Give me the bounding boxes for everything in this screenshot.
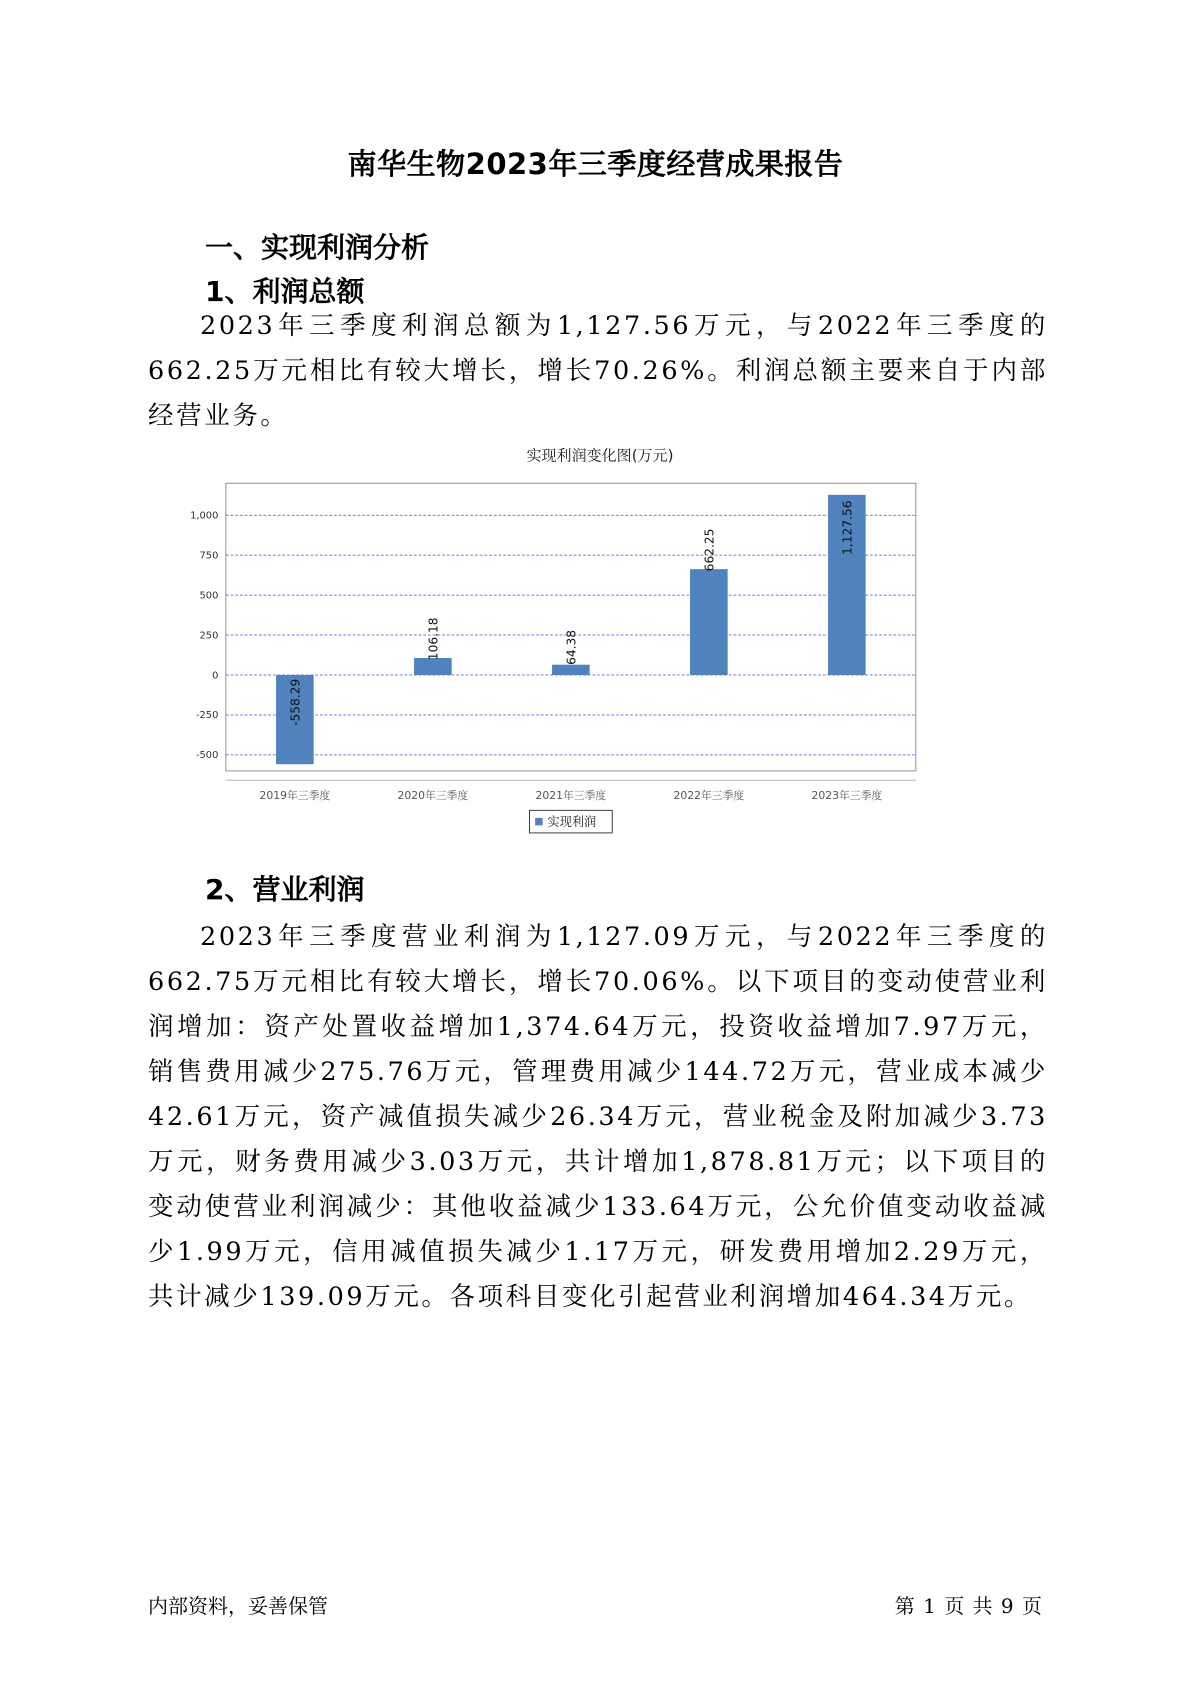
x-tick-label: 2020年三季度: [397, 789, 469, 803]
paragraph-total-profit: 2023年三季度利润总额为1,127.56万元，与2022年三季度的662.25万元相比有较大增长，增长70.26%。利润总额主要来自于内部经营业务。: [148, 311, 1048, 431]
bar: [552, 665, 590, 675]
x-tick-label: 2019年三季度: [259, 789, 331, 803]
document-title: 南华生物2023年三季度经营成果报告: [347, 147, 844, 181]
x-tick-label: 2022年三季度: [673, 789, 745, 803]
footer-page-number: 第 1 页 共 9 页: [894, 1594, 1043, 1618]
chart-title: 实现利润变化图(万元): [526, 446, 674, 465]
paragraph-operating-profit: 2023年三季度营业利润为1,127.09万元，与2022年三季度的662.75万元相比有较大增长，增长70.06%。以下项目的变动使营业利润增加：资产处置收益增加1,374.64万元，投资收益增加7.97万元，销售费用减少275.76万元，管理费用减少144.72万元，营业成本减少42.61万元，资产减值损失减少26.34万元，营业税金及附加减少3.73万元，财务费用减少3.03万元，共计增加1,878.81万元；以下项目的变动使营业利润减少：其他收益减少133.64万元，公允价值变动收益减少1.99万元，信用减值损失减少1.17万元，研发费用增加2.29万元，共计减少139.09万元。各项科目变化引起营业利润增加464.34万元。: [148, 922, 1048, 1312]
y-tick-label: 1,000: [190, 510, 219, 522]
profit-bar-chart: [160, 440, 1040, 910]
legend-label: 实现利润: [547, 814, 597, 829]
y-tick-label: 750: [199, 550, 219, 562]
legend-swatch: [535, 818, 543, 826]
bar-value-label: 662.25: [702, 528, 717, 572]
profit-chart: [160, 440, 1040, 910]
bar-value-label: 64.38: [564, 629, 579, 665]
x-tick-label: 2021年三季度: [535, 789, 607, 803]
section-heading-profit-analysis: 一、实现利润分析: [205, 231, 430, 264]
bar-value-label: 1,127.56: [840, 500, 855, 555]
y-tick-label: 250: [199, 630, 219, 642]
x-tick-label: 2023年三季度: [811, 789, 883, 803]
subheading-operating-profit: 2、营业利润: [205, 873, 365, 906]
chart-grid: [226, 483, 916, 771]
y-tick-label: -250: [195, 710, 219, 722]
bar: [690, 569, 728, 675]
footer-confidential-note: 内部资料，妥善保管: [148, 1594, 328, 1618]
bar-value-label: 106.18: [426, 617, 441, 661]
chart-legend: [530, 810, 613, 833]
y-tick-label: 0: [212, 670, 219, 682]
bar-value-label: -558.29: [288, 678, 303, 726]
plot-area-frame: [226, 483, 916, 771]
y-tick-label: 500: [199, 590, 219, 602]
subheading-total-profit: 1、利润总额: [205, 275, 365, 308]
y-tick-label: -500: [195, 750, 219, 762]
